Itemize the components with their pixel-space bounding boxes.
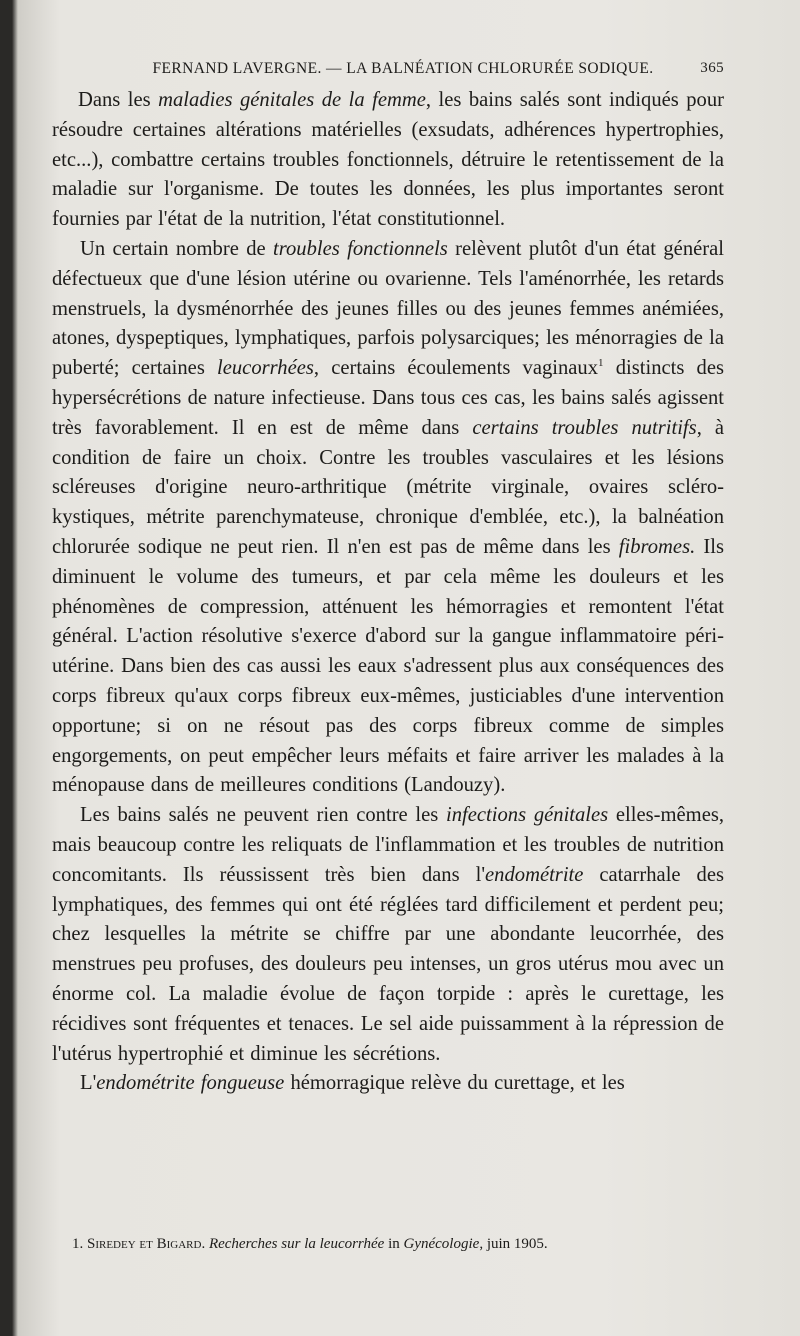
text-segment: Dans les <box>78 89 159 111</box>
paragraph-2 <box>52 235 724 801</box>
text-segment: L' <box>80 1072 97 1095</box>
footnote-journal: Gynécologie <box>403 1236 480 1252</box>
text-segment: elles-mêmes, mais beaucoup contre les reliquats de l'inflammation et les troubles de nutrition concomitants. Ils réussissent très bien dans l' <box>52 804 724 886</box>
italic-term: leucorrhées <box>217 357 314 380</box>
footnote-title: Recherches sur la leucorrhée <box>208 1236 385 1252</box>
paragraph-4 <box>52 1069 724 1099</box>
footnote-ref: 1 <box>598 357 604 370</box>
text-segment: distincts des hypersécrétions de nature infectieuse. Dans tous ces cas, les bains salés agissent très favorablement. Il en est de même dans <box>52 357 724 439</box>
running-title: FERNAND LAVERGNE. — LA BALNÉATION CHLORURÉE SODIQUE. <box>152 60 654 77</box>
text-segment: Un certain nombre de <box>80 237 274 260</box>
text-segment: relèvent plutôt d'un état général défectueux que d'une lésion utérine ou ovarienne. Tels l'aménorrhée, les retards menstruels, la dysménorrhée des jeunes filles ou des jeunes femmes anémiées, atones, dyspeptiques, lymphatiques, parfois polysarciques; les ménorragies de la puberté; certaines <box>52 237 724 380</box>
text-segment: Ils diminuent le volume des tumeurs, et par cela même les douleurs et les phénomènes de compression, atténuent les hémorragies et remontent l'état général. L'action résolutive s'exerce d'abord sur la gangue inflammatoire péri-utérine. Dans bien des cas aussi les eaux s'adressent plus aux conséquences des corps fibreux qu'aux corps fibreux eux-mêmes, justiciables d'une intervention opportune; si on ne résout pas des corps fibreux comme de simples engorgements, on peut empêcher leurs méfaits et faire arriver les malades à la ménopause dans de meilleures conditions (Landouzy). <box>52 535 724 797</box>
text-segment: hémorragique relève du curettage, et les <box>284 1072 625 1095</box>
footnote-date: , juin 1905. <box>479 1236 548 1252</box>
text-segment: catarrhale des lymphatiques, des femmes qui ont été réglées tard difficilement et perdent peu; chez lesquelles la métrite se chiffre par une abondante leucorrhée, des menstrues peu profuses, des douleurs peu intenses, un gros utérus mou avec un énorme col. La maladie évolue de façon torpide : après le curettage, les récidives sont fréquentes et tenaces. Le sel aide puissamment à la répression de l'utérus hypertrophié et diminue les sécrétions. <box>52 863 724 1065</box>
paragraph-1 <box>52 86 724 235</box>
running-header <box>52 60 724 86</box>
italic-term: infections génitales <box>446 804 609 827</box>
page-content <box>52 60 724 1099</box>
text-segment: , à condition de faire un choix. Contre les troubles vasculaires et les lésions scléreuses d'origine neuro-arthritique (métrite virginale, ovaires scléro-kystiques, métrite parenchymateuse, chronique d'emblée, etc.), la balnéation chlorurée sodique ne peut rien. Il n'en est pas de même dans les <box>52 416 724 558</box>
paragraph-3 <box>52 801 724 1069</box>
italic-term: fibromes. <box>618 535 696 558</box>
footnote <box>72 1236 712 1253</box>
italic-term: endométrite <box>485 863 584 886</box>
body-text <box>52 86 724 1099</box>
text-segment: , les bains salés sont indiqués pour résoudre certaines altérations matérielles (exsudats, adhérences hypertrophies, etc...), combattre certains troubles fonctionnels, détruire le retentissement de la maladie sur l'organisme. De toutes les données, les plus importantes seront fournies par l'état de la nutrition, l'état constitutionnel. <box>52 89 725 231</box>
italic-term: troubles fonctionnels <box>273 237 448 260</box>
text-segment: , certains écoulements vaginaux <box>313 357 599 380</box>
italic-term: endométrite fongueuse <box>96 1072 285 1095</box>
page-number: 365 <box>700 60 724 76</box>
text-segment: Les bains salés ne peuvent rien contre les <box>80 804 447 827</box>
italic-term: certains troubles nutritifs <box>472 416 697 439</box>
footnote-number: 1. <box>72 1236 84 1252</box>
italic-term: maladies génitales de la femme <box>158 89 426 111</box>
footnote-in: in <box>384 1236 404 1252</box>
footnote-authors: Siredey et Bigard. <box>87 1236 206 1252</box>
